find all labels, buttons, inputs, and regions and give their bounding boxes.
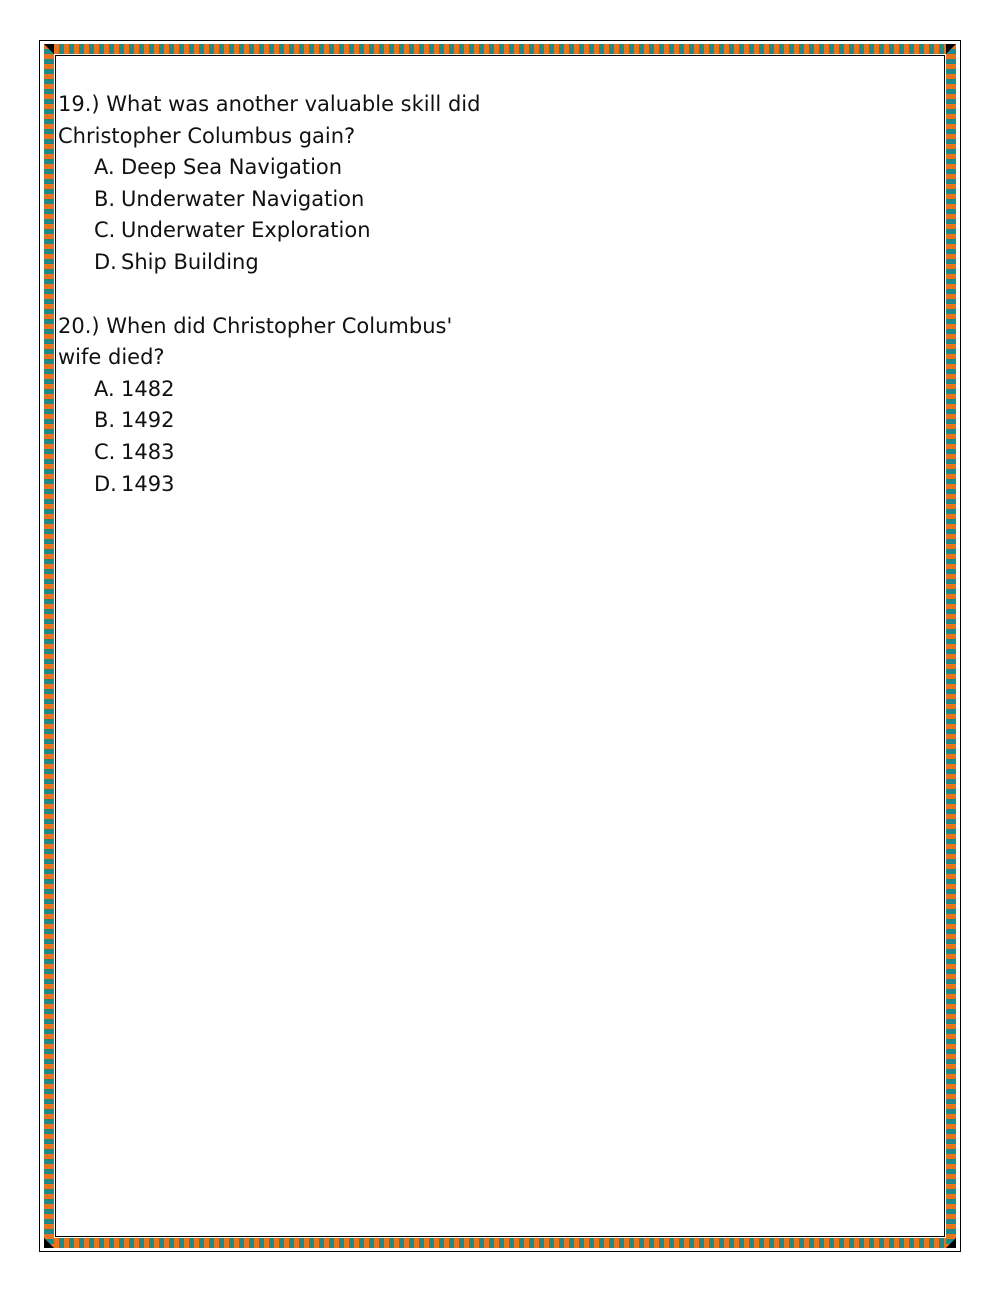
question-20	[58, 311, 498, 501]
option-letter: A.	[94, 376, 115, 401]
option-letter: B.	[94, 186, 116, 211]
option-letter: B.	[94, 408, 116, 433]
border-corner-bottom-left-icon	[44, 1238, 54, 1248]
option-letter: D.	[94, 249, 117, 274]
question-text	[58, 89, 498, 152]
decorative-border-left	[44, 44, 54, 1248]
question-text-line1: When did Christopher Columbus'	[106, 313, 453, 338]
answer-options	[58, 374, 498, 500]
decorative-border-bottom	[44, 1238, 956, 1248]
option-letter: C.	[94, 218, 116, 243]
answer-option[interactable]	[94, 184, 498, 216]
question-text-line2: wife died?	[58, 345, 165, 370]
answer-options	[58, 152, 498, 278]
question-text-line1: What was another valuable skill did	[106, 92, 481, 116]
option-letter: D.	[94, 471, 117, 496]
decorative-border-right	[946, 44, 956, 1248]
answer-option[interactable]	[94, 374, 498, 406]
option-text: 1482	[121, 376, 175, 401]
option-text: 1493	[121, 471, 175, 496]
answer-option[interactable]	[94, 437, 498, 469]
border-corner-top-left-icon	[44, 44, 54, 54]
decorative-border-top	[44, 44, 956, 54]
answer-option[interactable]	[94, 469, 498, 501]
option-text: Deep Sea Navigation	[121, 155, 343, 180]
answer-option[interactable]	[94, 247, 498, 279]
answer-option[interactable]	[94, 215, 498, 247]
question-text	[58, 311, 498, 374]
option-text: 1492	[121, 408, 175, 433]
answer-option[interactable]	[94, 405, 498, 437]
option-text: 1483	[121, 439, 175, 464]
answer-option[interactable]	[94, 152, 498, 184]
worksheet-content	[58, 89, 498, 532]
question-text-line2: Christopher Columbus gain?	[58, 123, 356, 148]
question-19	[58, 89, 498, 279]
option-text: Underwater Navigation	[121, 186, 365, 211]
border-corner-bottom-right-icon	[946, 1238, 956, 1248]
option-letter: C.	[94, 439, 116, 464]
option-text: Ship Building	[121, 249, 259, 274]
question-number: 19.)	[58, 92, 100, 116]
border-corner-top-right-icon	[946, 44, 956, 54]
option-text: Underwater Exploration	[121, 218, 371, 243]
question-number: 20.)	[58, 313, 100, 338]
option-letter: A.	[94, 155, 115, 180]
